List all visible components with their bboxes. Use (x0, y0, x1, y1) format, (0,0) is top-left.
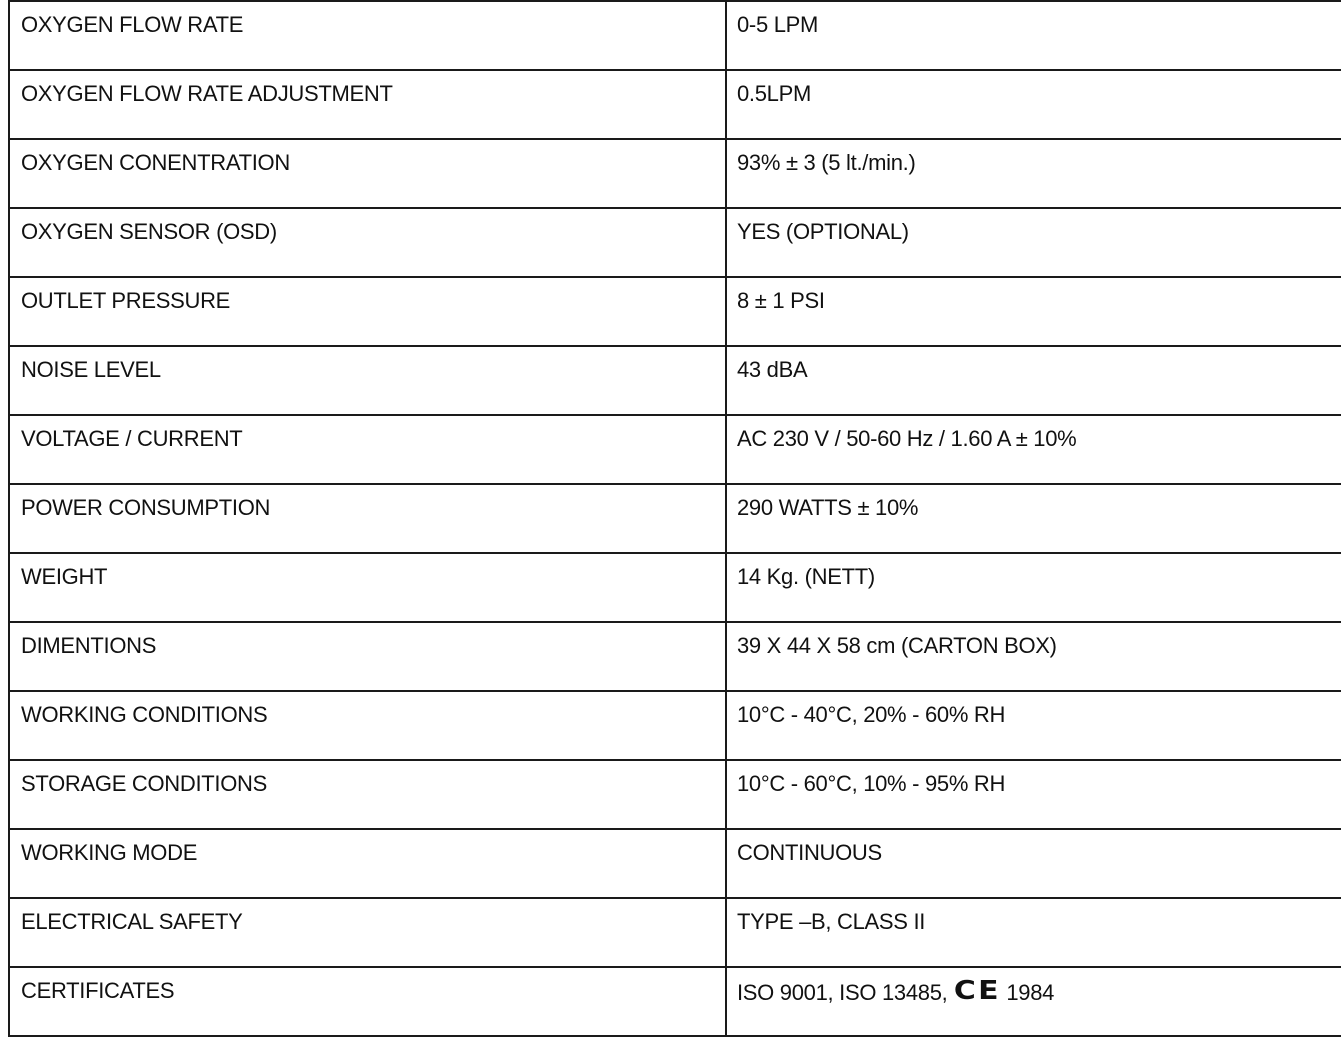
ce-mark-icon: CE (954, 976, 1002, 1006)
parameter-cell: OXYGEN CONENTRATION (9, 139, 726, 208)
value-cell: 93% ± 3 (5 lt./min.) (726, 139, 1341, 208)
value-cell: 10°C - 40°C, 20% - 60% RH (726, 691, 1341, 760)
value-cell: 39 X 44 X 58 cm (CARTON BOX) (726, 622, 1341, 691)
parameter-cell: DIMENTIONS (9, 622, 726, 691)
value-cell: 43 dBA (726, 346, 1341, 415)
value-cell: 0.5LPM (726, 70, 1341, 139)
table-row (9, 553, 1341, 622)
specifications-table (8, 0, 1341, 1037)
table-row (9, 70, 1341, 139)
parameter-cell: NOISE LEVEL (9, 346, 726, 415)
value-cell: 8 ± 1 PSI (726, 277, 1341, 346)
parameter-cell: WORKING CONDITIONS (9, 691, 726, 760)
parameter-cell: STORAGE CONDITIONS (9, 760, 726, 829)
value-cell: 290 WATTS ± 10% (726, 484, 1341, 553)
certificates-row (9, 967, 1341, 1036)
value-cell: YES (OPTIONAL) (726, 208, 1341, 277)
value-cell: 14 Kg. (NETT) (726, 553, 1341, 622)
value-cell: TYPE –B, CLASS II (726, 898, 1341, 967)
certificates-value-cell (726, 967, 1341, 1036)
parameter-cell: ELECTRICAL SAFETY (9, 898, 726, 967)
table-row (9, 622, 1341, 691)
certificates-list: ISO 9001, ISO 13485, (737, 980, 948, 1005)
table-row (9, 691, 1341, 760)
table-row (9, 346, 1341, 415)
parameter-cell: OXYGEN SENSOR (OSD) (9, 208, 726, 277)
value-cell: 10°C - 60°C, 10% - 95% RH (726, 760, 1341, 829)
specifications-body (9, 1, 1341, 1036)
table-row (9, 139, 1341, 208)
table-row (9, 208, 1341, 277)
table-row (9, 1, 1341, 70)
value-cell: 0-5 LPM (726, 1, 1341, 70)
parameter-cell: WORKING MODE (9, 829, 726, 898)
table-row (9, 829, 1341, 898)
parameter-cell: OXYGEN FLOW RATE (9, 1, 726, 70)
table-row (9, 484, 1341, 553)
value-cell: CONTINUOUS (726, 829, 1341, 898)
parameter-cell: OXYGEN FLOW RATE ADJUSTMENT (9, 70, 726, 139)
table-row (9, 760, 1341, 829)
value-cell: AC 230 V / 50-60 Hz / 1.60 A ± 10% (726, 415, 1341, 484)
notified-body-number: 1984 (1006, 980, 1055, 1005)
table-row (9, 415, 1341, 484)
parameter-cell: VOLTAGE / CURRENT (9, 415, 726, 484)
parameter-cell: POWER CONSUMPTION (9, 484, 726, 553)
parameter-cell: WEIGHT (9, 553, 726, 622)
table-row (9, 277, 1341, 346)
parameter-cell: CERTIFICATES (9, 967, 726, 1036)
parameter-cell: OUTLET PRESSURE (9, 277, 726, 346)
table-row (9, 898, 1341, 967)
